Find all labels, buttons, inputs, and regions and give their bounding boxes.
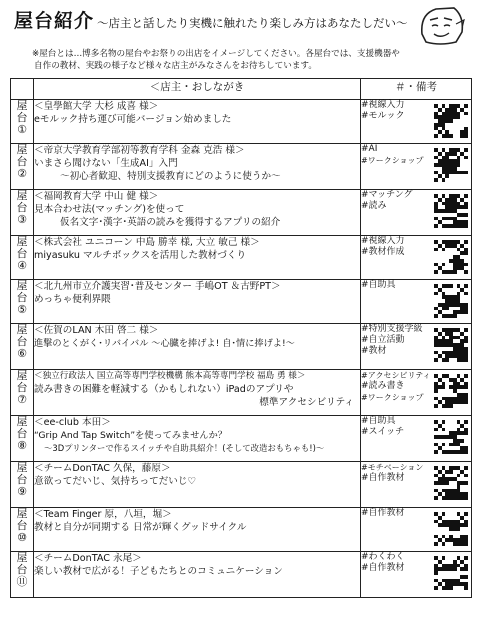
stall-number: ④: [17, 259, 27, 272]
stall-number: ⑧: [17, 439, 27, 452]
table-header-row: [11, 79, 472, 100]
stall-label-char: 屋: [16, 323, 28, 336]
stall-label-char: 台: [16, 563, 28, 576]
stall-description: 意欲ってだいじ、気持ちってだいじ♡: [34, 476, 197, 487]
presenter-name: ＜チームDonTAC 永尾＞: [34, 553, 142, 564]
presenter-cell: [34, 190, 361, 236]
stall-number-cell: [11, 144, 34, 190]
presenter-cell: [34, 370, 361, 416]
hashtag: #モチベーション: [361, 463, 424, 472]
table-row: [11, 100, 472, 144]
stall-label-char: 屋: [16, 189, 28, 202]
stall-description: めっちゃ便利界隈: [34, 294, 111, 305]
stall-description: “Grip And Tap Switch”を使ってみませんか？: [34, 430, 227, 441]
intro-line-1: ※屋台とは…博多名物の屋台やお祭りの出店をイメージしてください。各屋台では、支援機器や: [32, 49, 400, 59]
stall-number-cell: [11, 416, 34, 462]
stall-description: 楽しい教材で広がる！子どもたちとのコミュニケーション: [34, 566, 283, 577]
qr-code-icon[interactable]: [434, 194, 468, 228]
stall-description: eモルック持ち運び可能バージョン始めました: [34, 114, 232, 125]
presenter-name: ＜福岡教育大学 中山 健 様＞: [34, 191, 159, 202]
stall-label-char: 屋: [16, 551, 28, 564]
presenter-cell: [34, 280, 361, 324]
stall-number: ⑪: [16, 575, 28, 588]
hashtag: #自助具: [361, 416, 396, 426]
stall-label-char: 台: [16, 473, 28, 486]
hashtag: #読み書き: [361, 381, 405, 391]
page-title: 屋台紹介: [14, 10, 95, 32]
stall-number-cell: [11, 280, 34, 324]
qr-code-icon[interactable]: [434, 466, 468, 500]
stall-number: ⑦: [17, 393, 27, 406]
stall-label-char: 台: [16, 201, 28, 214]
presenter-name: ＜Team Finger 原，八垣，堀＞: [34, 509, 172, 520]
hashtag: #スイッチ: [361, 427, 405, 437]
stall-number-cell: [11, 236, 34, 280]
stall-number: ⑩: [17, 531, 27, 544]
header-presenter-cell: ＜店主・おしながき: [34, 79, 361, 100]
title-row: [14, 6, 466, 33]
qr-code-icon[interactable]: [434, 284, 468, 318]
presenter-cell: [34, 236, 361, 280]
header-blank-cell: [11, 79, 34, 100]
stall-description: 進撃のとくがく･リバイバル 〜心臓を捧げよ! 自･情に捧げよ!〜: [34, 338, 295, 349]
hashtag: #ワークショップ: [361, 393, 424, 402]
stall-description: 〜3Dプリンターで作るスイッチや自助具紹介！(そして改造おもちゃも!)〜: [44, 443, 325, 453]
hashtag: #自助具: [361, 280, 396, 290]
presenter-name: ＜ee-club 本田＞: [34, 417, 111, 428]
hashtag: #視線入力: [361, 100, 405, 110]
stall-description: 標準アクセシビリティ: [259, 397, 354, 408]
stall-number: ⑤: [17, 303, 27, 316]
hashtag: #教材: [361, 346, 387, 356]
stall-description: 見本合わせ法(マッチング)を使って: [34, 204, 185, 215]
qr-code-icon[interactable]: [434, 104, 468, 138]
stall-number-cell: [11, 324, 34, 370]
stall-number-cell: [11, 552, 34, 598]
tags-cell: [361, 324, 472, 370]
page-subtitle: 〜店主と話したり実機に触れたり楽しみ方はあなたしだい〜: [97, 16, 408, 30]
stall-label-char: 屋: [16, 507, 28, 520]
stall-description: いまさら聞けない「生成AI」入門: [34, 158, 178, 169]
stall-number: ②: [17, 167, 27, 180]
table-row: [11, 416, 472, 462]
header-tags-cell: ＃・備考: [361, 79, 472, 100]
hashtag: #読み: [361, 201, 387, 211]
tags-cell: [361, 552, 472, 598]
stall-label-char: 台: [16, 519, 28, 532]
table-row: [11, 236, 472, 280]
tags-cell: [361, 190, 472, 236]
stall-table: [10, 78, 472, 598]
stall-label-char: 台: [16, 155, 28, 168]
stall-label-char: 台: [16, 247, 28, 260]
qr-code-icon[interactable]: [434, 420, 468, 454]
tags-cell: [361, 416, 472, 462]
presenter-cell: [34, 144, 361, 190]
hashtag: #特別支援学級: [361, 324, 423, 334]
tags-cell: [361, 100, 472, 144]
table-row: [11, 462, 472, 508]
stall-label-char: 台: [16, 111, 28, 124]
table-row: [11, 370, 472, 416]
stall-description: 教材と自分が同期する 日常が輝くグッドサイクル: [34, 522, 247, 533]
tags-cell: [361, 462, 472, 508]
presenter-name: ＜チームDonTAC 久保，藤原＞: [34, 463, 171, 474]
stall-label-char: 屋: [16, 279, 28, 292]
stall-label-char: 屋: [16, 143, 28, 156]
tags-cell: [361, 280, 472, 324]
stall-description: 読み書きの困難を軽減する（かもしれない）iPadのアプリや: [34, 384, 294, 395]
hashtag: #AI: [361, 144, 378, 154]
stall-number-cell: [11, 462, 34, 508]
presenter-cell: [34, 100, 361, 144]
hashtag: #マッチング: [361, 190, 413, 200]
tags-cell: [361, 236, 472, 280]
qr-code-icon[interactable]: [434, 556, 468, 590]
stall-number: ⑥: [17, 347, 27, 360]
stall-description: 〜初心者歓迎、特別支援教育にどのように使うか〜: [60, 171, 281, 182]
presenter-cell: [34, 462, 361, 508]
presenter-cell: [34, 508, 361, 552]
page-header: [14, 6, 466, 78]
presenter-cell: [34, 416, 361, 462]
table-row: [11, 144, 472, 190]
table-row: [11, 324, 472, 370]
stall-label-char: 台: [16, 291, 28, 304]
presenter-name: ＜北九州市立介護実習･普及センター 手嶋OT ＆古野PT＞: [34, 281, 281, 292]
hashtag: #自作教材: [361, 473, 405, 483]
stall-label-char: 屋: [16, 369, 28, 382]
qr-code-icon[interactable]: [434, 240, 468, 274]
stall-number: ⑨: [17, 485, 27, 498]
table-row: [11, 508, 472, 552]
stall-number: ①: [17, 123, 27, 136]
mascot-face-icon: [416, 4, 466, 46]
stall-label-char: 台: [16, 335, 28, 348]
table-row: [11, 280, 472, 324]
stall-number-cell: [11, 370, 34, 416]
hashtag: #わくわく: [361, 552, 405, 562]
hashtag: #アクセシビリティ: [361, 371, 431, 380]
hashtag: #自立活動: [361, 335, 405, 345]
stall-number-cell: [11, 100, 34, 144]
tags-cell: [361, 508, 472, 552]
stall-description: 仮名文字･漢字･英語の読みを獲得するアプリの紹介: [60, 217, 281, 228]
qr-code-icon[interactable]: [434, 374, 468, 408]
presenter-name: ＜独立行政法人 国立高等専門学校機構 熊本高等専門学校 福島 勇 様＞: [34, 371, 306, 381]
stall-label-char: 台: [16, 381, 28, 394]
stall-label-char: 屋: [16, 99, 28, 112]
hashtag: #視線入力: [361, 236, 405, 246]
stall-number-cell: [11, 508, 34, 552]
presenter-name: ＜皇學館大学 大杉 成喜 様＞: [34, 101, 159, 112]
intro-line-2: 自作の教材、実践の様子など様々な店主がみなさんをお待ちしています。: [34, 61, 317, 71]
stall-label-char: 屋: [16, 461, 28, 474]
presenter-name: ＜帝京大学教育学部初等教育学科 金森 克浩 様＞: [34, 145, 245, 156]
presenter-cell: [34, 552, 361, 598]
stall-number: ③: [17, 213, 27, 226]
stall-label-char: 屋: [16, 235, 28, 248]
stall-label-char: 屋: [16, 415, 28, 428]
table-row: [11, 190, 472, 236]
hashtag: #自作教材: [361, 508, 405, 518]
hashtag: #ワークショップ: [361, 156, 424, 165]
qr-code-icon[interactable]: [434, 328, 468, 362]
presenter-name: ＜株式会社 ユニコーン 中島 勝幸 様, 大立 敏己 様＞: [34, 237, 260, 248]
hashtag: #モルック: [361, 111, 405, 121]
presenter-cell: [34, 324, 361, 370]
presenter-name: ＜佐賀のLAN 木田 啓二 様＞: [34, 325, 159, 336]
stall-description: miyasuku マルチボックスを活用した教材づくり: [34, 250, 247, 261]
table-row: [11, 552, 472, 598]
stall-label-char: 台: [16, 427, 28, 440]
tags-cell: [361, 370, 472, 416]
qr-code-icon[interactable]: [434, 148, 468, 182]
tags-cell: [361, 144, 472, 190]
intro-text: [32, 48, 424, 72]
hashtag: #教材作成: [361, 247, 405, 257]
hashtag: #自作教材: [361, 563, 405, 573]
stall-number-cell: [11, 190, 34, 236]
qr-code-icon[interactable]: [434, 512, 468, 546]
